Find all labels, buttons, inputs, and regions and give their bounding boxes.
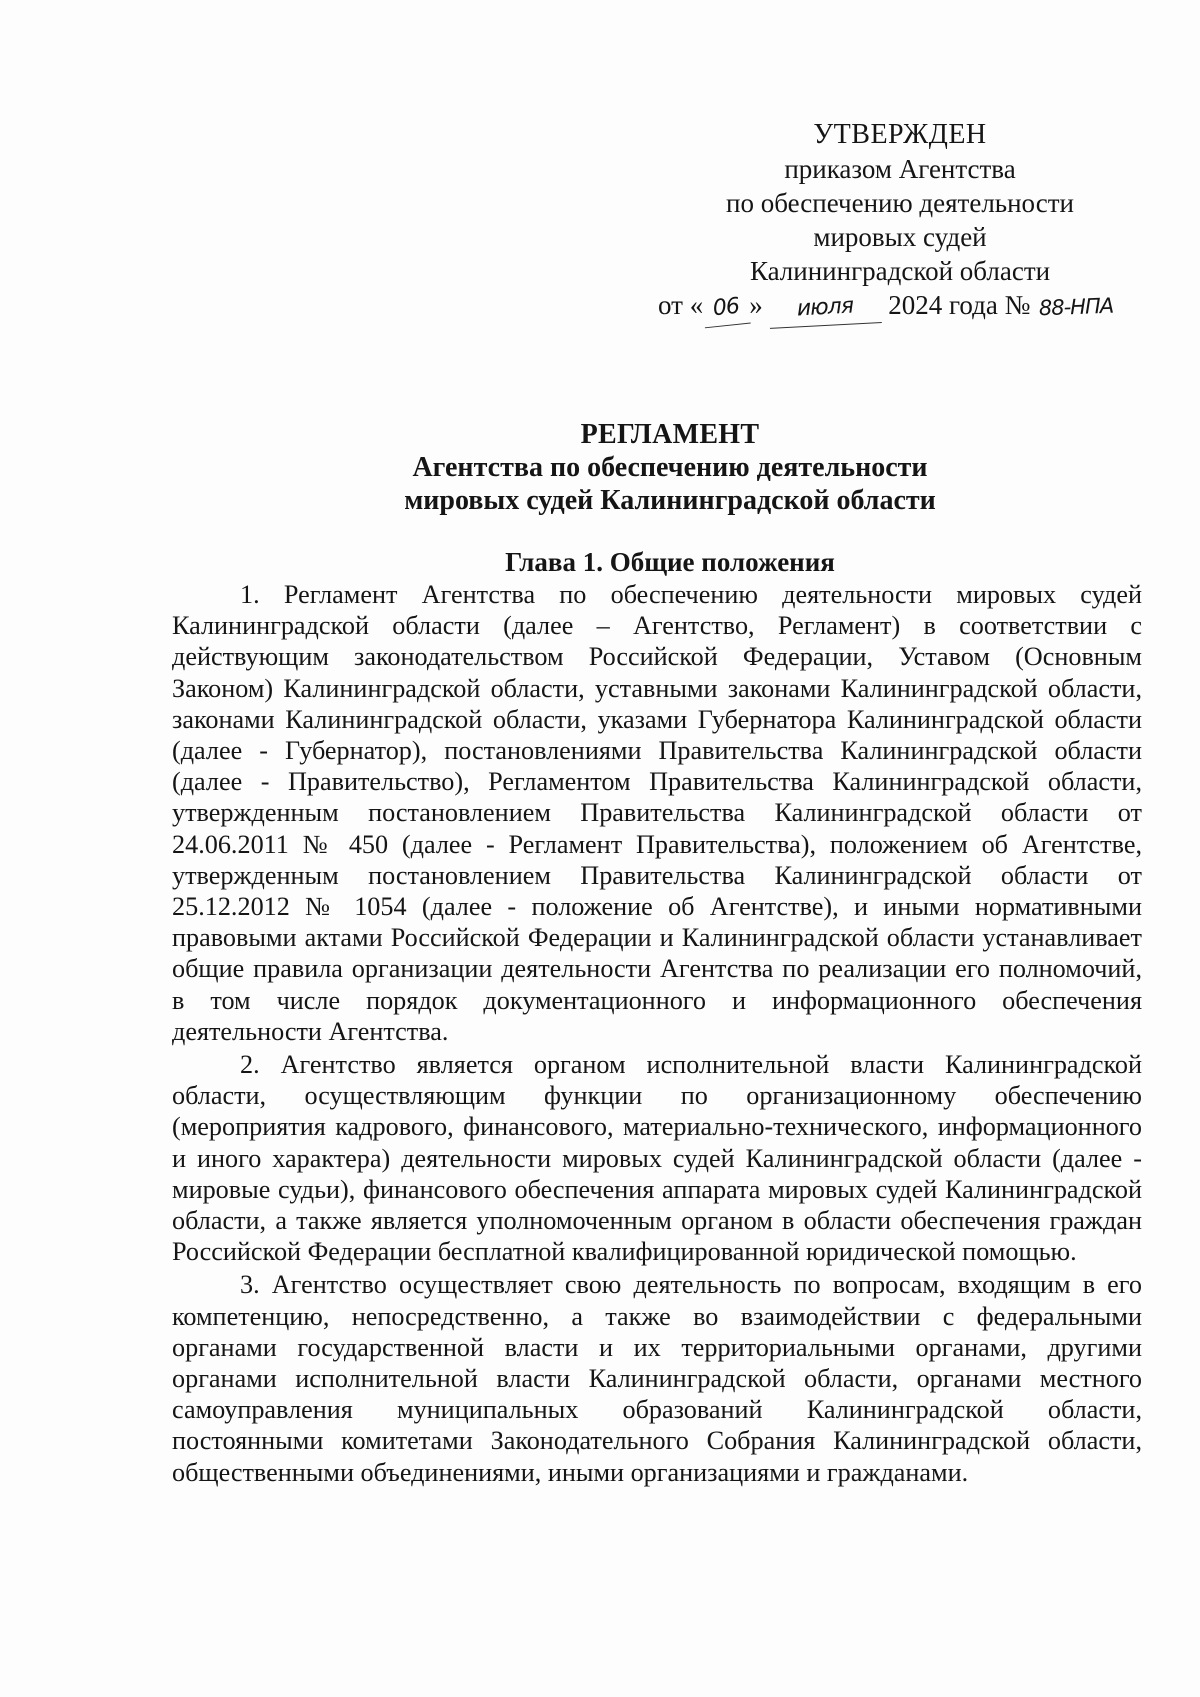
handwritten-month: июля — [769, 288, 883, 329]
document-type-title: РЕГЛАМЕНТ — [580, 419, 760, 450]
approved-label: УТВЕРЖДЕН — [813, 119, 987, 150]
date-prefix: от « — [658, 290, 704, 320]
approval-line-2: по обеспечению деятельности — [726, 188, 1074, 218]
approval-line-4: Калининградской области — [749, 256, 1051, 286]
document-title-block — [170, 418, 1170, 517]
paragraph-2: 2. Агентство является органом исполнительной власти Калининградской области, осуществляющим функции по организационному обеспечению (мероприятия кадрового, финансового, материально-технического, информационного и иного характера) деятельности мировых судей Калининградской области (далее - мировые судьи), финансового обеспечения аппарата мировых судей Калининградской области, а также является уполномоченным органом в области обеспечения граждан Российской Федерации бесплатной квалифицированной юридической помощью. — [172, 1050, 1142, 1267]
paragraph-1: 1. Регламент Агентства по обеспечению деятельности мировых судей Калининградской области (далее – Агентство, Регламент) в соответствии с действующим законодательством Российской Федерации, Уставом (Основным Законом) Калининградской области, уставными законами Калининградской области, законами Калининградской области, указами Губернатора Калининградской области (далее - Губернатор), постановлениями Правительства Калининградской области (далее - Правительство), Регламентом Правительства Калининградской области, утвержденным постановлением Правительства Калининградской области от 24.06.2011 № 450 (далее - Регламент Правительства), положением об Агентстве, утвержденным постановлением Правительства Калининградской области от 25.12.2012 № 1054 (далее - положение об Агентстве), и иными нормативными правовыми актами Российской Федерации и Калининградской области устанавливает общие правила организации деятельности Агентства по реализации его полномочий, в том числе порядок документационного и информационного обеспечения деятельности Агентства. — [172, 580, 1142, 1046]
paragraph-3: 3. Агентство осуществляет свою деятельность по вопросам, входящим в его компетенцию, непосредственно, а также во взаимодействии с федеральными органами государственной власти и их территориальными органами, другими органами исполнительной власти Калининградской области, органами местного самоуправления муниципальных образований Калининградской области, постоянными комитетами Законодательного Собрания Калининградской области, общественными объединениями, иными организациями и гражданами. — [172, 1270, 1142, 1487]
chapter-heading: Глава 1. Общие положения — [505, 547, 835, 577]
title-line-2: мировых судей Калининградской области — [404, 485, 936, 516]
date-mid: » — [749, 290, 763, 320]
title-line-1: Агентства по обеспечению деятельности — [412, 452, 928, 483]
approval-line-1: приказом Агентства — [784, 154, 1016, 184]
handwritten-number: 88-НПА — [1038, 293, 1114, 321]
approval-date-line — [658, 288, 1114, 326]
handwritten-day: 06 — [701, 289, 750, 329]
date-year: 2024 года — [888, 290, 998, 320]
approval-line-3: мировых судей — [813, 222, 987, 252]
body-text — [172, 579, 1142, 1488]
approval-stamp-block — [658, 118, 1120, 326]
number-prefix: № — [1004, 290, 1031, 320]
